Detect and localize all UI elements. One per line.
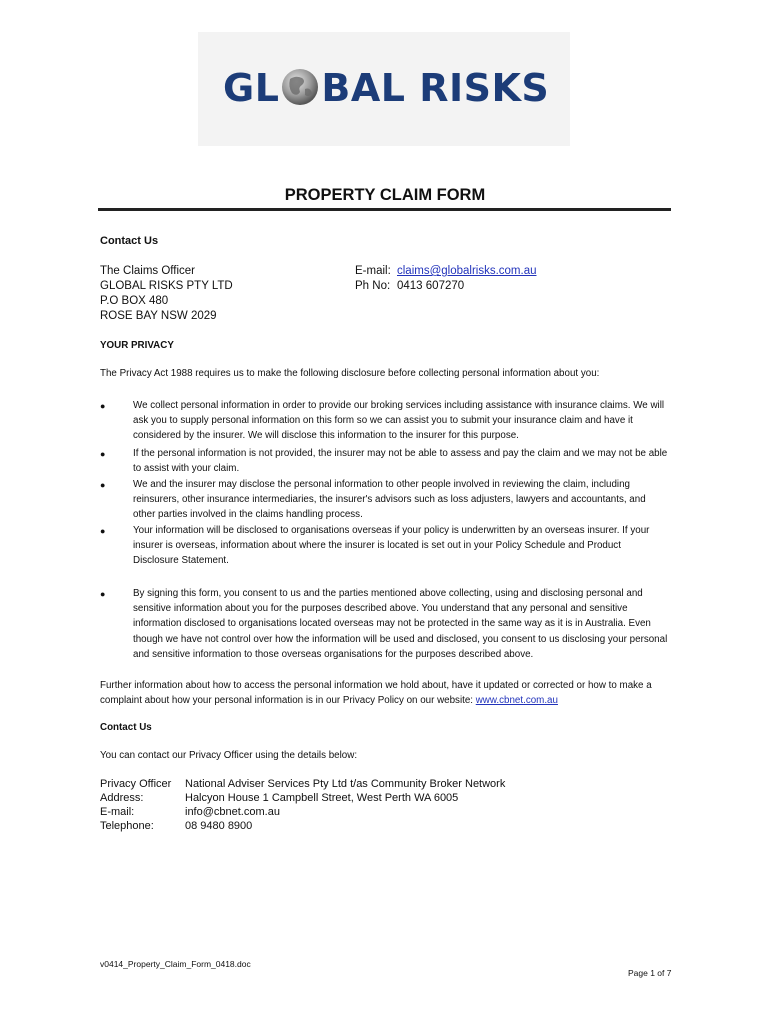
privacy-intro: The Privacy Act 1988 requires us to make the following disclosure before collecting personal information about you: [100,368,600,379]
contact-row-label: Address: [100,792,144,804]
privacy-contact-heading: Contact Us [100,722,152,733]
privacy-bullet: We collect personal information in order to provide our broking services including assistance with insurance claims. We will ask you to supply personal information on this form so we can assist you to submit your insurance claim and have it considered by the insurer. We will disclose this information to the insurer for this purpose. [133,400,665,442]
privacy-contact-intro: You can contact our Privacy Officer using the details below: [100,750,358,761]
title-divider [98,208,671,211]
logo-text-right: BAL RISKS [321,66,550,110]
privacy-bullet: We and the insurer may disclose the personal information to other people involved in reviewing the claim, including reinsurers, other insurance intermediaries, the insurer's advisors such as loss adjusters, lawyers and accountants, and other parties involved in the claims handling process. [133,479,646,521]
privacy-bullet: If the personal information is not provided, the insurer may not be able to assess and pay the claim and we may not be able to assist with your claim. [133,448,668,475]
contact-row-label: Telephone: [100,820,154,832]
phone-number: 0413 607270 [397,280,465,292]
contact-row-label: E-mail: [100,806,135,818]
privacy-heading: YOUR PRIVACY [100,340,174,351]
further-info [100,678,670,708]
address-line: ROSE BAY NSW 2029 [100,310,217,322]
contact-row-value: info@cbnet.com.au [185,806,280,818]
website-link[interactable]: www.cbnet.com.au [475,695,558,707]
bullet-icon: ● [100,480,106,490]
privacy-bullet: By signing this form, you consent to us and the parties mentioned above collecting, using and disclosing personal and sensitive information about you for the purposes described above. You understand that any personal and sensitive information disclosed to organisations located overseas may not be protected in the same way as it is in Australia. Even though we have not control over how the information will be used and disclosed, you consent to us disclosing your personal and sensitive information to those overseas organisations for the purposes described above. [133,588,668,660]
contact-row-label: Privacy Officer [100,778,172,790]
logo-banner [198,32,570,146]
bullet-icon: ● [100,526,106,536]
privacy-bullet: Your information will be disclosed to organisations overseas if your policy is underwritten by an overseas insurer. If your insurer is overseas, information about where the insurer is located is set out in your Policy Schedule and Product Disclosure Statement. [133,525,650,567]
logo-text-left: GL [223,66,280,110]
bullet-icon: ● [100,449,106,459]
phone-label: Ph No: [355,280,391,292]
contact-row-value: National Adviser Services Pty Ltd t/as Community Broker Network [185,778,506,790]
bullet-icon: ● [100,589,106,599]
contact-heading: Contact Us [100,235,159,247]
contact-row-value: Halcyon House 1 Campbell Street, West Perth WA 6005 [185,792,459,804]
page-number: Page 1 of 7 [628,968,672,978]
address-line: GLOBAL RISKS PTY LTD [100,280,233,292]
global-risks-logo [223,66,549,110]
address-line: P.O BOX 480 [100,295,169,307]
footer-filename: v0414_Property_Claim_Form_0418.doc [100,959,251,969]
contact-row-value: 08 9480 8900 [185,820,253,832]
address-line: The Claims Officer [100,265,196,277]
email-label: E-mail: [355,265,391,277]
globe-icon [280,67,320,107]
claims-email-link[interactable]: claims@globalrisks.com.au [397,265,537,277]
bullet-icon: ● [100,401,106,411]
page-title: PROPERTY CLAIM FORM [284,186,486,204]
further-info-text: Further information about how to access the personal information we hold about, have it updated or corrected or how to make a complaint about how your personal information is in our Privacy Policy on our website: [100,680,652,707]
